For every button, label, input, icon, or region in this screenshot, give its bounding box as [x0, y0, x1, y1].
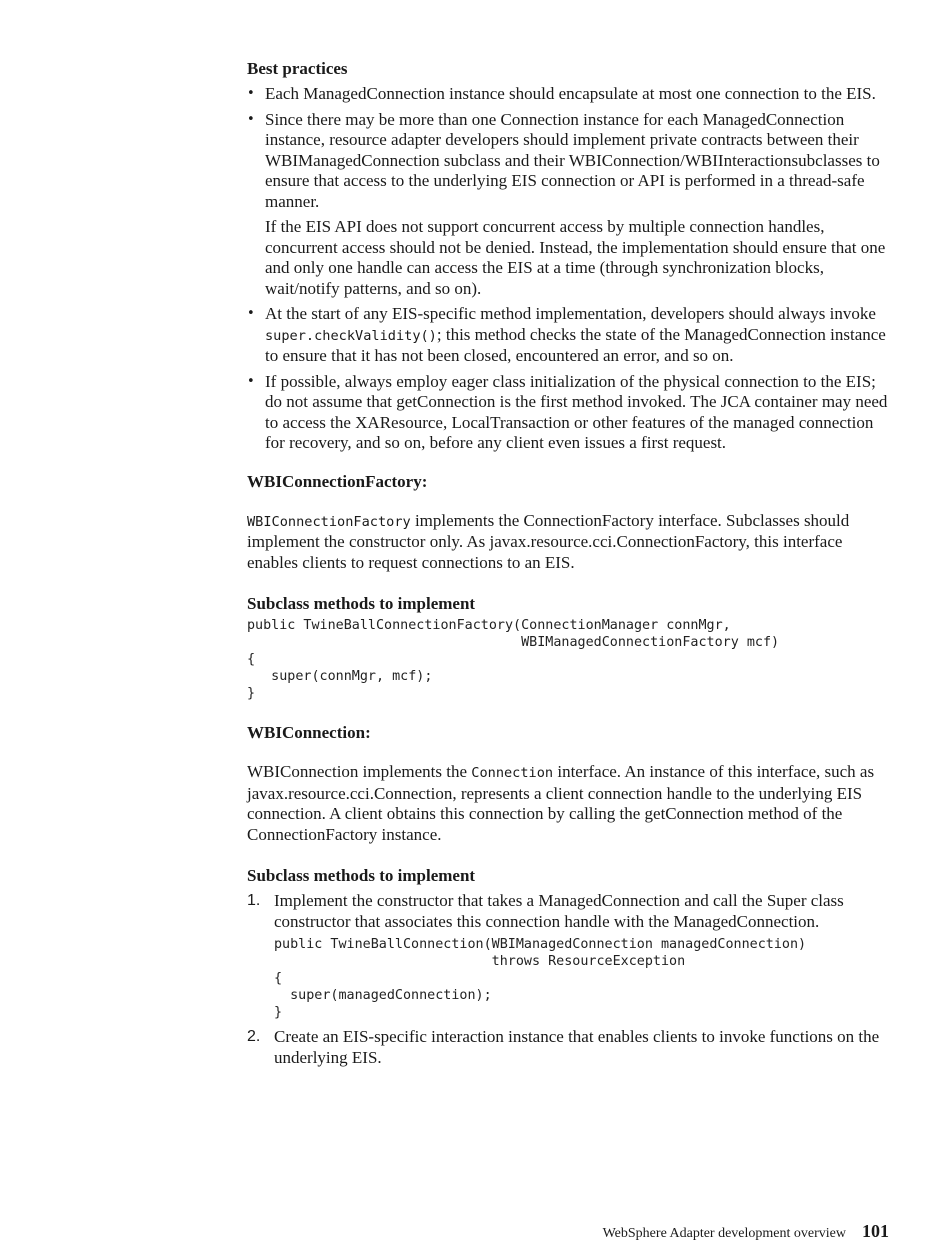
best-practices-heading: Best practices — [247, 59, 348, 78]
numbered-step — [247, 891, 892, 1021]
connection-factory-heading: WBIConnectionFactory: — [247, 471, 428, 491]
page-number: 101 — [862, 1221, 889, 1241]
page-footer — [603, 1221, 889, 1242]
list-item — [247, 110, 892, 300]
page-content — [247, 58, 892, 1074]
connection-factory-paragraph-text: implements the ConnectionFactory interface. Subclasses should implement the constructor only. As javax.resource.cci.ConnectionFactory, this interface enables clients to request connections to an EIS. — [247, 510, 850, 572]
list-item-text: Each ManagedConnection instance should encapsulate at most one connection to the EIS. — [265, 84, 876, 103]
connection-paragraph-before: WBIConnection implements the — [247, 762, 472, 781]
list-item — [247, 372, 892, 454]
step-number: 2. — [247, 1028, 261, 1045]
connection-factory-subheading: Subclass methods to implement — [247, 594, 476, 613]
list-item-text — [265, 304, 892, 367]
check-validity-code: super.checkValidity() — [265, 327, 437, 344]
bullet-icon: • — [247, 111, 255, 127]
list-item — [247, 84, 892, 105]
bullet-icon: • — [247, 373, 255, 389]
connection-factory-code-block: public TwineBallConnectionFactory(ConnectionManager connMgr, WBIManagedConnectionFactory mcf) { super(connMgr, mcf); } — [247, 618, 780, 701]
connection-subheading: Subclass methods to implement — [247, 866, 476, 885]
footer-title: WebSphere Adapter development overview — [602, 1226, 846, 1241]
step-text: Create an EIS-specific interaction instance that enables clients to invoke functions on the underlying EIS. — [274, 1027, 880, 1067]
best-practices-list — [247, 84, 892, 454]
bullet-icon: • — [247, 86, 255, 101]
list-item-text: If possible, always employ eager class initialization of the physical connection to the EIS; do not assume that getConnection is the first method invoked. The JCA container may need to access the XAResource, LocalTransaction or other features of the managed connection for recovery, and so on, before any client even issues a first request. — [265, 371, 888, 452]
connection-heading: WBIConnection: — [247, 723, 371, 742]
connection-factory-class-code: WBIConnectionFactory — [247, 513, 411, 530]
connection-interface-code: Connection — [471, 765, 554, 781]
step-text: Implement the constructor that takes a ManagedConnection and call the Super class constructor that associates this connection handle with the ManagedConnection. — [274, 891, 844, 931]
list-item-text-before: At the start of any EIS-specific method implementation, developers should always invoke — [265, 304, 876, 323]
connection-factory-paragraph — [247, 511, 892, 574]
list-item — [247, 304, 892, 367]
list-item-extra-text: If the EIS API does not support concurrent access by multiple connection handles, concurrent access should not be denied. Instead, the implementation should ensure that one and only one handle can access the EIS at a time (through synchronization blocks, wait/notify patterns, and so on). — [265, 217, 886, 298]
bullet-icon: • — [247, 306, 255, 321]
step-number: 1. — [247, 892, 261, 909]
list-item-text-after: ; this method checks the state of the ManagedConnection instance to ensure that it has not been closed, encountered an error, and so on. — [265, 324, 886, 365]
list-item-text: Since there may be more than one Connection instance for each ManagedConnection instance, resource adapter developers should implement private contracts between their WBIManagedConnection subclass and their WBIConnection/WBIInteractionsubclasses to ensure that access to the underlying EIS connection or API is performed in a thread-safe manner. — [265, 109, 880, 211]
connection-steps-list — [247, 891, 892, 1068]
connection-paragraph — [247, 762, 892, 845]
connection-paragraph-after: interface. An instance of this interface, such as javax.resource.cci.Connection, represents a client connection handle to the underlying EIS connection. A client obtains this connection by calling the getConnection method of the ConnectionFactory instance. — [247, 762, 875, 844]
numbered-step — [247, 1027, 892, 1068]
step-code-block: public TwineBallConnection(WBIManagedConnection managedConnection) throws ResourceException { super(managedConnection); } — [274, 937, 807, 1020]
